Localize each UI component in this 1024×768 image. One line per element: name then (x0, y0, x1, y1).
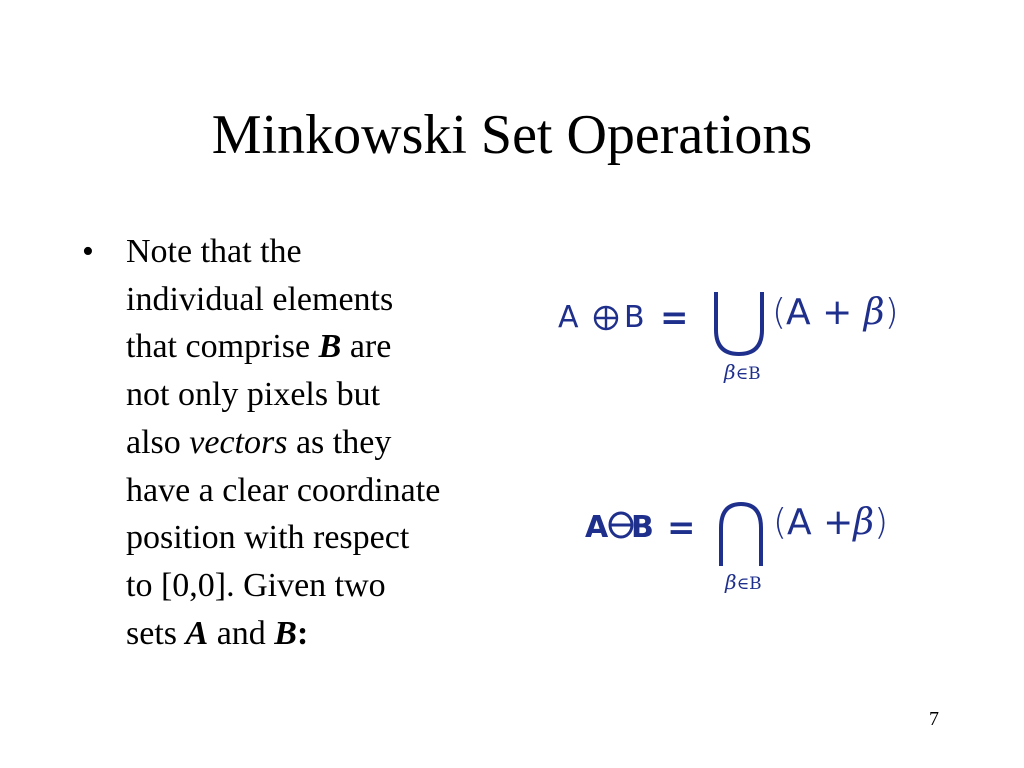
formula-set-a: A (585, 510, 609, 545)
erosion-formula (585, 496, 925, 600)
bullet-line-1: Note that the (126, 233, 302, 270)
subscript-beta: β (725, 570, 737, 594)
bullet-text-fragment: and (208, 614, 275, 652)
bullet-text-fragment: also (126, 423, 190, 461)
open-paren: ( (772, 292, 787, 333)
argument-set-a: A (786, 292, 811, 333)
argument-beta: β (863, 292, 885, 333)
union-subscript (724, 360, 761, 384)
argument-set-a: A (787, 502, 812, 543)
bullet-line-8: to [0,0]. Given two (126, 566, 386, 604)
formula-set-a: A (558, 300, 579, 335)
bullet-text-fragment: are (341, 328, 392, 366)
bullet-line-9 (126, 610, 522, 658)
big-union-icon (708, 288, 770, 364)
bullet-line-7: position with respect (126, 519, 410, 557)
close-paren: ) (874, 502, 889, 543)
subscript-membership: ∈B (736, 574, 762, 594)
big-intersection-icon (715, 498, 767, 574)
bullet-text-fragment: that comprise (126, 328, 319, 366)
set-b-emphasis: B (318, 328, 342, 366)
argument-beta: β (853, 502, 875, 543)
bullet-text-fragment: as they (287, 423, 392, 461)
colon: : (296, 614, 309, 652)
bullet-marker: • (82, 233, 94, 270)
subscript-beta: β (724, 360, 736, 384)
bullet-item (82, 228, 522, 657)
bullet-text (126, 228, 522, 657)
equals-sign: = (667, 508, 696, 548)
equals-sign: = (660, 298, 689, 338)
bullet-line-2: individual elements (126, 280, 394, 318)
set-b-emphasis: B (274, 614, 297, 652)
open-paren: ( (773, 502, 788, 543)
bullet-line-3 (126, 323, 522, 371)
bullet-line-6: have a clear coordinate (126, 471, 441, 509)
union-argument (772, 292, 899, 333)
close-paren: ) (884, 292, 899, 333)
bullet-line-5 (126, 419, 522, 467)
vectors-emphasis: vectors (189, 423, 288, 461)
intersection-subscript (725, 570, 762, 594)
bullet-text-fragment: sets (126, 614, 186, 652)
set-a-emphasis: A (185, 614, 209, 652)
plus-sign: + (811, 502, 854, 543)
subscript-membership: ∈B (735, 364, 761, 384)
formula-set-b: B (631, 510, 654, 545)
slide-title: Minkowski Set Operations (211, 104, 813, 166)
plus-sign: + (810, 292, 864, 333)
dilation-formula (558, 286, 928, 390)
bullet-line-4: not only pixels but (126, 376, 381, 414)
formula-set-b: B (624, 300, 645, 335)
page-number: 7 (929, 708, 939, 730)
intersection-argument (773, 502, 888, 543)
oplus-icon (592, 304, 620, 336)
